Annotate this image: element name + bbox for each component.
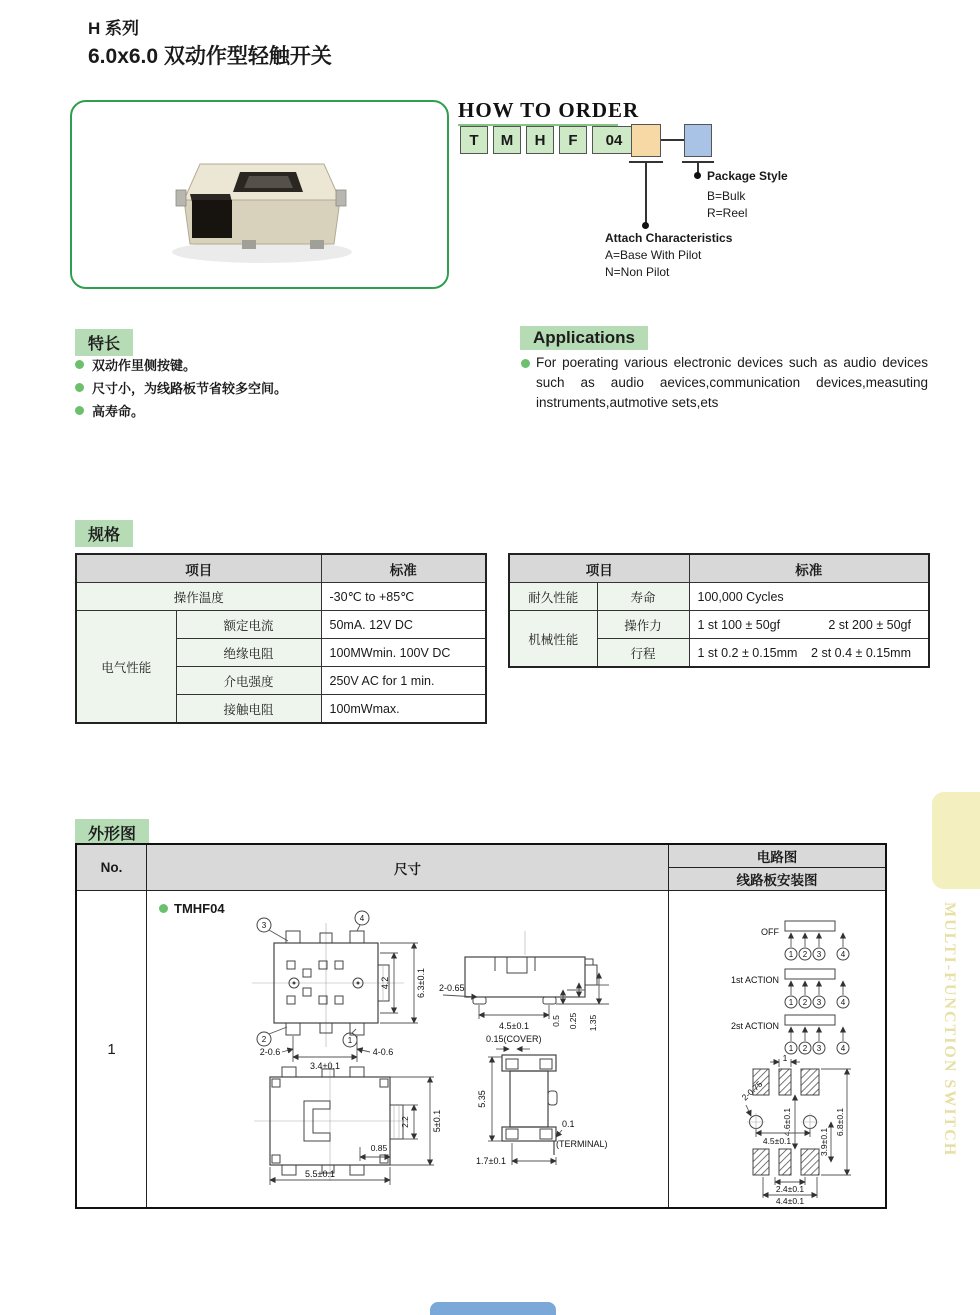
attach-characteristics-box: [631, 124, 661, 157]
terminal-number: 1: [788, 950, 794, 959]
dim-label: 4.2: [380, 976, 390, 990]
dim-label: 0.5: [551, 1015, 561, 1027]
bullet-icon: [521, 359, 530, 368]
package-style-title: Package Style: [707, 169, 788, 183]
feature-text: 尺寸小，为线路板节省较多空间。: [92, 381, 288, 396]
spec-value-1st: 1 st 0.2 ± 0.15mm: [697, 645, 798, 660]
dim-label: 3.4±0.1: [310, 1061, 340, 1071]
circuit-pcb-cell: [669, 891, 885, 1207]
attach-option-non: N=Non Pilot: [605, 265, 670, 279]
feature-text: 高寿命。: [92, 404, 145, 419]
dim-label: 0.1: [562, 1119, 575, 1129]
dim-label: 2-0.75: [739, 1078, 765, 1103]
table-row: [509, 583, 929, 611]
spec-value: [689, 639, 929, 668]
side-tab: [932, 792, 980, 889]
package-option-bulk: B=Bulk: [707, 189, 746, 203]
table-row: [509, 611, 929, 639]
table-row: [76, 583, 486, 611]
spec-item: 绝缘电阻: [176, 639, 321, 667]
dim-label: 5.35: [477, 1090, 487, 1108]
spec-table-mechanical: [508, 553, 930, 668]
dim-label: 6.3±0.1: [416, 968, 426, 998]
dim-label: 0.15(COVER): [486, 1034, 542, 1044]
dim-label: 1: [782, 1053, 788, 1063]
dim-label: 4.5±0.1: [762, 1136, 792, 1146]
features-header: 特长: [75, 329, 133, 356]
order-code-box: H: [526, 126, 554, 154]
col-header-item: 项目: [509, 554, 689, 583]
feature-text: 双动作里侧按键。: [92, 358, 197, 373]
spec-item: 额定电流: [176, 611, 321, 639]
model-label: [159, 901, 225, 916]
dim-label: 5.5±0.1: [305, 1169, 335, 1179]
spec-item: 接触电阻: [176, 695, 321, 724]
terminal-number: 4: [840, 1044, 846, 1053]
dim-label: 4.4±0.1: [775, 1196, 805, 1206]
product-title: 6.0x6.0 双动作型轻触开关: [88, 45, 332, 68]
bullet-icon: [75, 406, 84, 415]
dim-label: 4.5±0.1: [499, 1021, 529, 1031]
spec-item: 操作温度: [76, 583, 321, 611]
feature-item: [75, 355, 196, 374]
applications-text: For poerating various electronic devices such as audio devices such as audio aevices,communication devices,measuting instruments,autmotive sets,ets: [536, 355, 928, 410]
spec-table-electrical: [75, 553, 487, 724]
spec-value: 100,000 Cycles: [689, 583, 929, 611]
spec-item: 介电强度: [176, 667, 321, 695]
dim-label: 4-0.6: [372, 1047, 394, 1057]
model-name: TMHF04: [174, 901, 225, 916]
spec-value-2st: 2 st 0.4 ± 0.15mm: [811, 645, 911, 660]
order-code-boxes: [460, 126, 636, 154]
col-header-item: 项目: [76, 554, 321, 583]
outline-header: 外形图: [75, 819, 149, 846]
dim-label: 2.2: [400, 1116, 410, 1128]
dim-label: 5±0.1: [432, 1109, 442, 1133]
dimensions-cell: [147, 891, 669, 1207]
circuit-state-label: 1st ACTION: [730, 975, 779, 985]
spec-value: 50mA. 12V DC: [321, 611, 486, 639]
spec-value: 250V AC for 1 min.: [321, 667, 486, 695]
terminal-number: 1: [788, 1044, 794, 1053]
terminal-number: 3: [261, 921, 267, 930]
attach-characteristics-title: Attach Characteristics: [605, 231, 733, 245]
package-option-reel: R=Reel: [707, 206, 748, 220]
circuit-diagram: [681, 913, 876, 1053]
spec-group: 机械性能: [509, 611, 597, 668]
dim-label: 1.7±0.1: [476, 1156, 506, 1166]
side-tab-text: MULTI-FUNCTION SWITCH: [941, 902, 958, 1158]
package-style-box: [684, 124, 712, 157]
dim-label: 1.35: [588, 1014, 598, 1032]
attach-leader-line: [645, 162, 647, 224]
product-photo-frame: [70, 100, 449, 289]
col-header-dimensions: 尺寸: [147, 845, 669, 891]
terminal-number: 2: [802, 950, 808, 959]
spec-value: -30℃ to +85℃: [321, 583, 486, 611]
dim-label: 3.9±0.1: [819, 1127, 829, 1157]
order-code-box: M: [493, 126, 521, 154]
row-number: 1: [77, 891, 147, 1207]
spec-group: 耐久性能: [509, 583, 597, 611]
circuit-state-label: 2st ACTION: [730, 1021, 779, 1031]
terminal-number: 1: [347, 1036, 353, 1045]
specs-header: 规格: [75, 520, 133, 547]
order-code-box: 04: [592, 126, 636, 154]
spec-value: 100mWmax.: [321, 695, 486, 724]
page-footer-tab: [430, 1302, 556, 1315]
attach-leader-dot: [642, 222, 649, 229]
spec-item: 寿命: [597, 583, 689, 611]
dim-label: 2-0.6: [259, 1047, 281, 1057]
bullet-icon: [159, 904, 168, 913]
dim-label: 0.25: [568, 1012, 578, 1030]
terminal-number: 3: [816, 998, 822, 1007]
spec-value-1st: 1 st 100 ± 50gf: [697, 617, 781, 632]
applications-header: Applications: [520, 326, 648, 350]
attach-option-base: A=Base With Pilot: [605, 248, 702, 262]
spec-value-2st: 2 st 200 ± 50gf: [828, 617, 911, 632]
dim-label: 4.6±0.1: [782, 1107, 792, 1137]
spec-group: 电气性能: [76, 611, 176, 724]
dim-label: (TERMINAL): [556, 1139, 608, 1149]
circuit-state-label: OFF: [761, 927, 779, 937]
drawing-top-view: [242, 905, 467, 1070]
feature-item: [75, 378, 287, 397]
col-header-standard: 标准: [321, 554, 486, 583]
product-photo: [72, 102, 443, 283]
bullet-icon: [75, 383, 84, 392]
terminal-number: 3: [816, 1044, 822, 1053]
col-header-circuit: 电路图: [669, 845, 885, 868]
terminal-number: 2: [802, 998, 808, 1007]
spec-item: 操作力: [597, 611, 689, 639]
terminal-number: 1: [788, 998, 794, 1007]
package-leader-dot: [694, 172, 701, 179]
drawing-bottom-view: [242, 1049, 467, 1189]
terminal-number: 3: [816, 950, 822, 959]
terminal-number: 4: [359, 914, 365, 923]
dim-label: 2-0.65: [439, 983, 465, 993]
terminal-number: 2: [802, 1044, 808, 1053]
drawing-side-view-top: [437, 927, 622, 1039]
table-row: [76, 611, 486, 639]
dim-label: 2.4±0.1: [775, 1184, 805, 1194]
col-header-standard: 标准: [689, 554, 929, 583]
bullet-icon: [75, 360, 84, 369]
dim-label: 0.85: [370, 1143, 388, 1153]
pcb-layout-diagram: [739, 1055, 879, 1205]
drawing-side-view-profile: [452, 1031, 622, 1171]
how-to-order-title: HOW TO ORDER: [458, 98, 640, 122]
terminal-number: 4: [840, 998, 846, 1007]
order-code-box: F: [559, 126, 587, 154]
spec-value: [689, 611, 929, 639]
col-header-no: No.: [77, 845, 147, 891]
outline-table: [75, 843, 887, 1209]
spec-item: 行程: [597, 639, 689, 668]
col-header-pcb-layout: 线路板安装图: [669, 868, 885, 891]
dim-label: 6.8±0.1: [835, 1107, 845, 1137]
series-title: H 系列: [88, 19, 139, 38]
feature-item: [75, 401, 144, 420]
spec-value: 100MWmin. 100V DC: [321, 639, 486, 667]
terminal-number: 2: [261, 1035, 267, 1044]
terminal-number: 4: [840, 950, 846, 959]
order-code-box: T: [460, 126, 488, 154]
